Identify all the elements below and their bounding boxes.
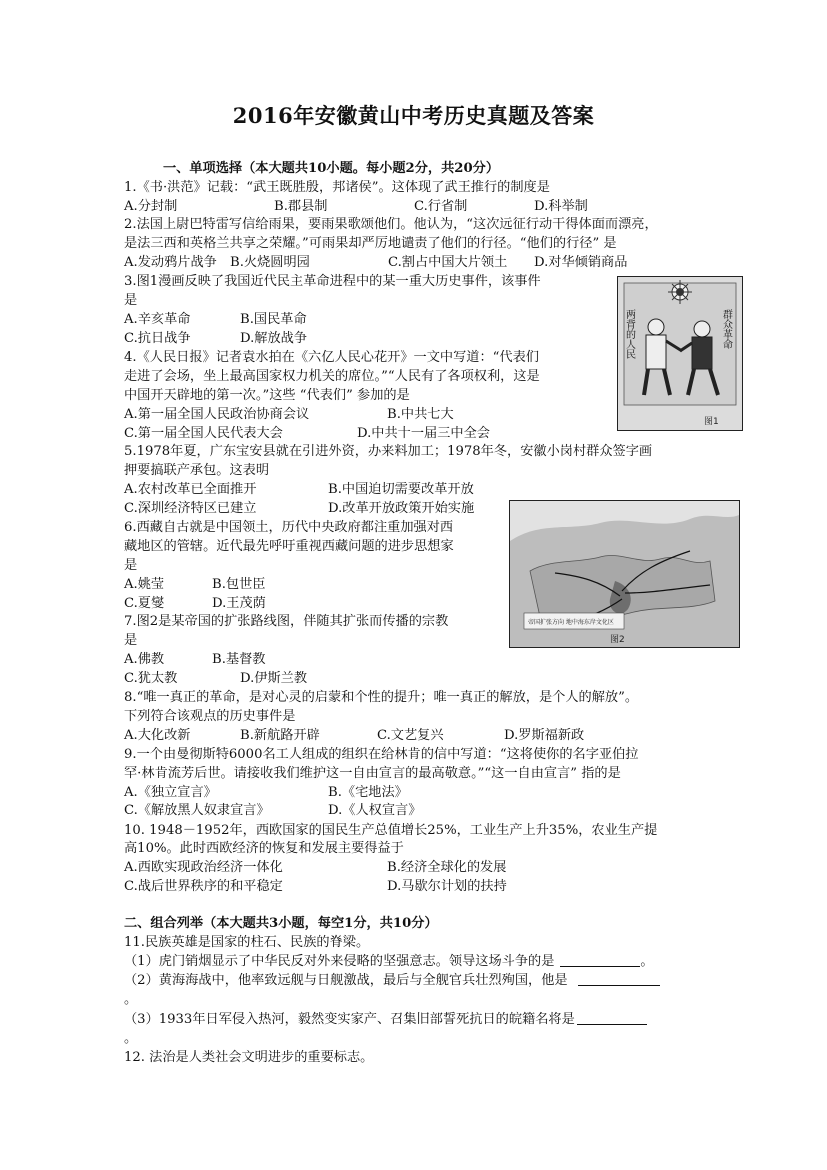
question-9-option-d: D.《人权宣言》: [328, 803, 422, 818]
question-4-option-b: B.中共七大: [387, 407, 454, 422]
question-3-option-b: B.国民革命: [240, 312, 307, 327]
question-4-option-a: A.第一届全国人民政治协商会议: [124, 407, 310, 422]
question-3-option-d: D.解放战争: [240, 331, 308, 346]
question-5-option-a: A.农村改革已全面推开: [124, 482, 257, 497]
question-10-option-d: D.马歇尔计划的扶持: [387, 879, 507, 894]
question-5-option-b: B.中国迫切需要改革开放: [328, 482, 474, 497]
question-10-option-b: B.经济全球化的发展: [387, 860, 507, 875]
question-2-option-d: D.对华倾销商品: [534, 255, 628, 270]
question-6-option-a: A.姚莹: [124, 577, 165, 592]
question-9-stem-line-1: 9.一个由曼彻斯特6000名工人组成的组织在给林肯的信中写道：“这将使你的名字亚伯拉: [124, 747, 639, 762]
question-6-stem-line-3: 是: [124, 558, 138, 573]
question-11-part-2-end: 。: [124, 992, 138, 1007]
figure-2-legend: 帝国扩张方向 地中海东岸文化区: [528, 619, 614, 626]
question-11-part-1-end: 。: [640, 954, 654, 969]
question-10-option-c: C.战后世界秩序的和平稳定: [124, 879, 283, 894]
question-1-option-a: A.分封制: [124, 199, 178, 214]
question-1-option-d: D.科举制: [534, 199, 588, 214]
question-11-part-2-text: （2）黄海海战中，他率致远舰与日舰激战，最后与全舰官兵壮烈殉国，他是: [124, 973, 568, 988]
question-8-option-d: D.罗斯福新政: [504, 728, 585, 743]
question-9-option-a: A.《独立宣言》: [124, 785, 217, 800]
question-7-option-c: C.犹太教: [124, 671, 178, 686]
question-4-stem-line-2: 走进了会场，坐上最高国家权力机关的席位。”“人民有了各项权利，这是: [124, 369, 540, 384]
question-8-option-c: C.文艺复兴: [377, 728, 444, 743]
question-7-stem-line-1: 7.图2是某帝国的扩张路线图，伴随其扩张而传播的宗教: [124, 614, 449, 629]
question-11-part-2: [124, 972, 660, 990]
question-10-option-a: A.西欧实现政治经济一体化: [124, 860, 283, 875]
question-6-option-b: B.包世臣: [212, 577, 266, 592]
figure-2-map: [509, 500, 740, 648]
question-8-option-b: B.新航路开辟: [240, 728, 320, 743]
question-5-stem-line-1: 5.1978年夏，广东宝安县就在引进外资，办来料加工；1978年冬，安徽小岗村群众签字画: [124, 444, 653, 459]
page-title: 2016年安徽黄山中考历史真题及答案: [232, 103, 595, 128]
figure-1-cartoon: [617, 276, 743, 431]
figure-2-illustration: [510, 501, 739, 647]
question-11-part-1: [124, 953, 654, 971]
question-11-part-3: [124, 1011, 647, 1029]
question-10-stem-line-1: 10. 1948－1952年，西欧国家的国民生产总值增长25%，工业生产上升35%，农业生产提: [124, 823, 658, 838]
question-6-stem-line-1: 6.西藏自古就是中国领土，历代中央政府都注重加强对西: [124, 520, 454, 535]
question-7-option-d: D.伊斯兰教: [240, 671, 308, 686]
question-2-option-b: B.火烧圆明园: [230, 255, 310, 270]
question-12-stem: 12. 法治是人类社会文明进步的重要标志。: [124, 1050, 374, 1065]
question-6-option-d: D.王茂荫: [212, 596, 266, 611]
question-2-stem-line-2: 是法三西和英格兰共享之荣耀。”可雨果却严厉地谴责了他们的行径。“他们的行径” 是: [124, 236, 617, 251]
question-1-option-b: B.郡县制: [274, 199, 328, 214]
question-9-stem-line-2: 罕·林肯流芳后世。请接收我们维护这一自由宣言的最高敬意。”“这一自由宣言” 指的是: [124, 766, 621, 781]
question-11-part-3-end: 。: [124, 1031, 138, 1046]
question-8-stem-line-1: 8.“唯一真正的革命，是对心灵的启蒙和个性的提升；唯一真正的解放，是个人的解放”。: [124, 690, 638, 705]
question-1-option-c: C.行省制: [414, 199, 468, 214]
question-3-stem-line-2: 是: [124, 293, 138, 308]
question-10-stem-line-2: 高10%。此时西欧经济的恢复和发展主要得益于: [124, 841, 404, 856]
question-8-option-a: A.大化改新: [124, 728, 191, 743]
question-11-part-3-text: （3）1933年日军侵入热河，毅然变实家产、召集旧部誓死抗日的皖籍名将是: [124, 1012, 575, 1027]
question-1-stem: 1.《书·洪范》记载：“武王既胜殷，邦诸侯”。这体现了武王推行的制度是: [124, 180, 550, 195]
answer-blank-1[interactable]: [560, 953, 640, 967]
question-9-option-b: B.《宅地法》: [328, 785, 408, 800]
figure-1-banner-right: 群众革命: [720, 309, 732, 349]
question-2-stem-line-1: 2.法国上尉巴特雷写信给雨果，要雨果歌颂他们。他认为，“这次远征行动干得体面而漂亮，: [124, 217, 658, 232]
question-11-part-1-text: （1）虎门销烟显示了中华民反对外来侵略的坚强意志。领导这场斗争的是: [124, 954, 555, 969]
question-4-option-d: D.中共十一届三中全会: [357, 426, 490, 441]
question-9-option-c: C.《解放黑人奴隶宣言》: [124, 803, 270, 818]
question-4-stem-line-1: 4.《人民日报》记者袁水拍在《六亿人民心花开》一文中写道：“代表们: [124, 350, 539, 365]
question-5-option-c: C.深圳经济特区已建立: [124, 501, 257, 516]
figure-2-caption: 图2: [610, 635, 625, 645]
answer-blank-2[interactable]: [578, 972, 660, 986]
question-8-stem-line-2: 下列符合该观点的历史事件是: [124, 709, 296, 724]
question-3-stem-line-1: 3.图1漫画反映了我国近代民主革命进程中的某一重大历史事件，该事件: [124, 274, 541, 289]
section-2-heading: 二、组合列举（本大题共3小题，每空1分，共10分）: [124, 916, 438, 931]
question-2-option-a: A.发动鸦片战争: [124, 255, 217, 270]
question-2-option-c: C.割占中国大片领土: [388, 255, 508, 270]
question-4-stem-line-3: 中国开天辟地的第一次。”这些 “代表们” 参加的是: [124, 388, 410, 403]
question-3-option-a: A.辛亥革命: [124, 312, 191, 327]
answer-blank-3[interactable]: [577, 1011, 647, 1025]
question-7-stem-line-2: 是: [124, 633, 138, 648]
question-6-option-c: C.夏燮: [124, 596, 165, 611]
figure-1-banner-left: 两背的人民: [623, 309, 635, 359]
section-1-heading: 一、单项选择（本大题共10小题。每小题2分，共20分）: [163, 161, 500, 176]
question-4-option-c: C.第一届全国人民代表大会: [124, 426, 283, 441]
question-5-option-d: D.改革开放政策开始实施: [328, 501, 475, 516]
question-5-stem-line-2: 押要搞联产承包。这表明: [124, 463, 270, 478]
question-3-option-c: C.抗日战争: [124, 331, 191, 346]
question-11-stem: 11.民族英雄是国家的柱石、民族的脊梁。: [124, 935, 370, 950]
question-7-option-b: B.基督教: [212, 652, 266, 667]
question-6-stem-line-2: 藏地区的管辖。近代最先呼吁重视西藏问题的进步思想家: [124, 539, 454, 554]
figure-1-caption: 图1: [704, 417, 719, 427]
question-7-option-a: A.佛教: [124, 652, 165, 667]
figure-1-illustration: [618, 277, 742, 430]
